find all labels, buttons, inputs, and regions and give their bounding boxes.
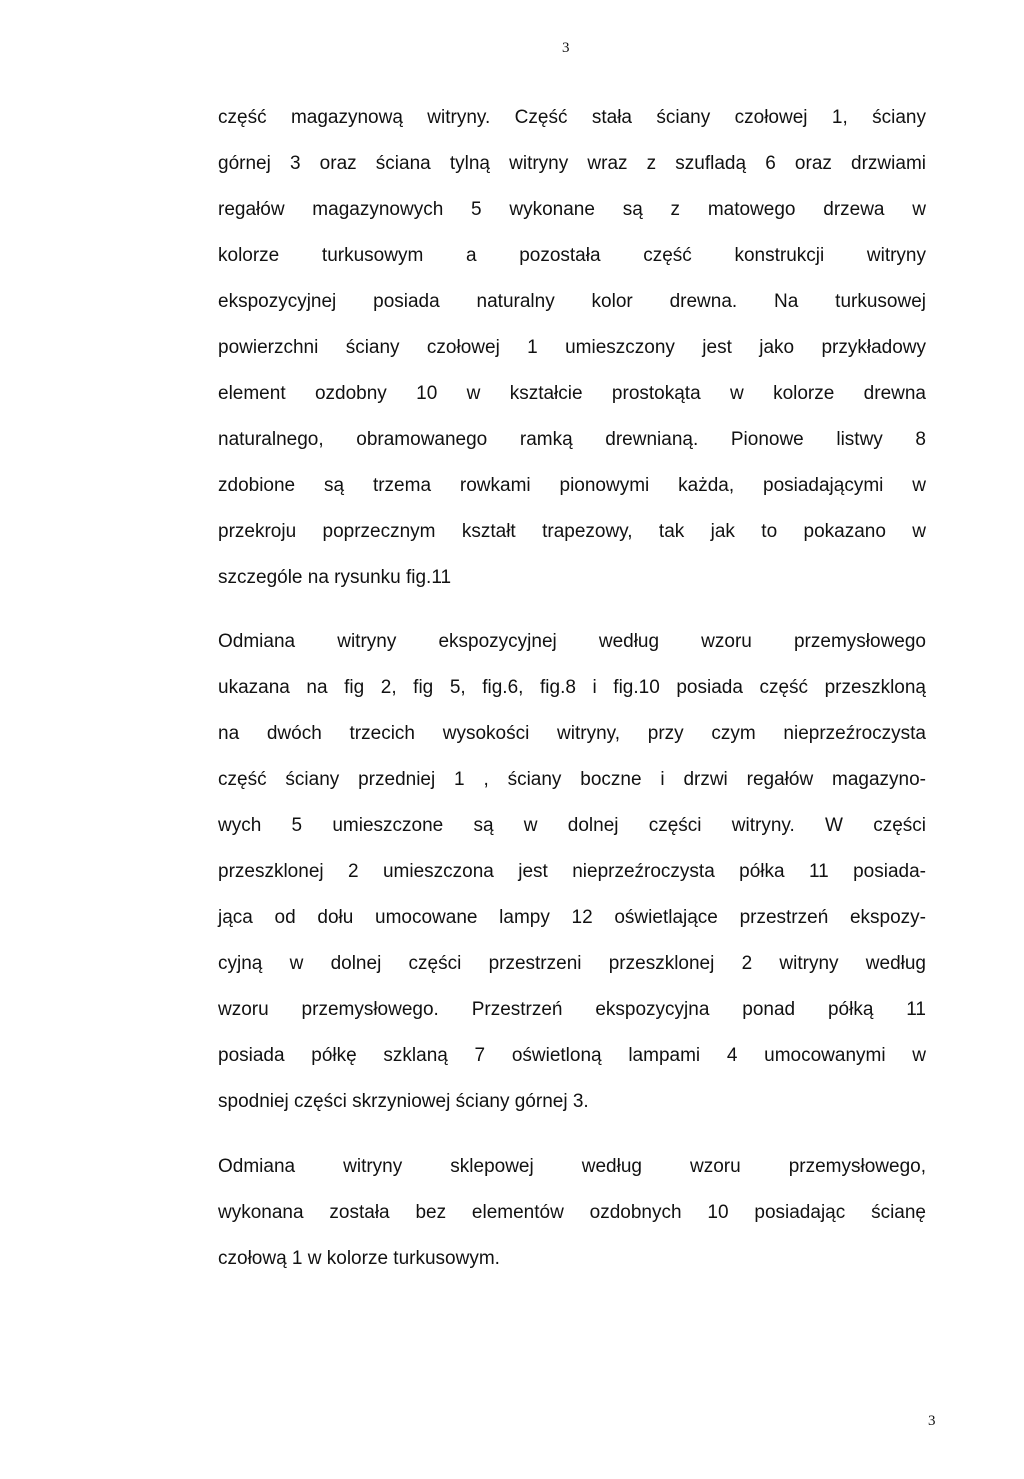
text-line: przeszklonej 2 umieszczona jest nieprzeźroczysta półka 11 posiada- xyxy=(218,861,926,882)
text-line: kolorze turkusowym a pozostała część konstrukcji witryny xyxy=(218,245,926,266)
text-line: Odmiana witryny sklepowej według wzoru przemysłowego, xyxy=(218,1156,926,1177)
page-number-bottom: 3 xyxy=(928,1413,936,1429)
text-line: górnej 3 oraz ściana tylną witryny wraz z szufladą 6 oraz drzwiami xyxy=(218,153,926,174)
paragraph-3 xyxy=(218,1144,926,1282)
text-line: przekroju poprzecznym kształt trapezowy, tak jak to pokazano w xyxy=(218,521,926,542)
text-line: czołową 1 w kolorze turkusowym. xyxy=(218,1248,500,1269)
text-line: ukazana na fig 2, fig 5, fig.6, fig.8 i fig.10 posiada część przeszkloną xyxy=(218,677,926,698)
text-line: część magazynową witryny. Część stała ściany czołowej 1, ściany xyxy=(218,107,926,128)
text-line: posiada półkę szklaną 7 oświetloną lampami 4 umocowanymi w xyxy=(218,1045,926,1066)
text-line: cyjną w dolnej części przestrzeni przeszklonej 2 witryny według xyxy=(218,953,926,974)
text-line: ekspozycyjnej posiada naturalny kolor drewna. Na turkusowej xyxy=(218,291,926,312)
text-line: wzoru przemysłowego. Przestrzeń ekspozycyjna ponad półką 11 xyxy=(218,999,926,1020)
text-line: jąca od dołu umocowane lampy 12 oświetlające przestrzeń ekspozy- xyxy=(218,907,926,928)
page-number-top: 3 xyxy=(562,40,570,56)
text-line: wykonana została bez elementów ozdobnych 10 posiadając ścianę xyxy=(218,1202,926,1223)
text-line: powierzchni ściany czołowej 1 umieszczony jest jako przykładowy xyxy=(218,337,926,358)
text-line: regałów magazynowych 5 wykonane są z matowego drzewa w xyxy=(218,199,926,220)
text-line: część ściany przedniej 1 , ściany boczne i drzwi regałów magazyno- xyxy=(218,769,926,790)
paragraph-2 xyxy=(218,619,926,1125)
text-line: Odmiana witryny ekspozycyjnej według wzoru przemysłowego xyxy=(218,631,926,652)
text-line: naturalnego, obramowanego ramką drewnianą. Pionowe listwy 8 xyxy=(218,429,926,450)
text-line: element ozdobny 10 w kształcie prostokąta w kolorze drewna xyxy=(218,383,926,404)
text-line: na dwóch trzecich wysokości witryny, przy czym nieprzeźroczysta xyxy=(218,723,926,744)
text-line: szczególe na rysunku fig.11 xyxy=(218,567,452,588)
paragraph-1 xyxy=(218,95,926,601)
text-line: wych 5 umieszczone są w dolnej części witryny. W części xyxy=(218,815,926,836)
text-line: zdobione są trzema rowkami pionowymi każda, posiadającymi w xyxy=(218,475,926,496)
text-line: spodniej części skrzyniowej ściany górnej 3. xyxy=(218,1091,589,1112)
